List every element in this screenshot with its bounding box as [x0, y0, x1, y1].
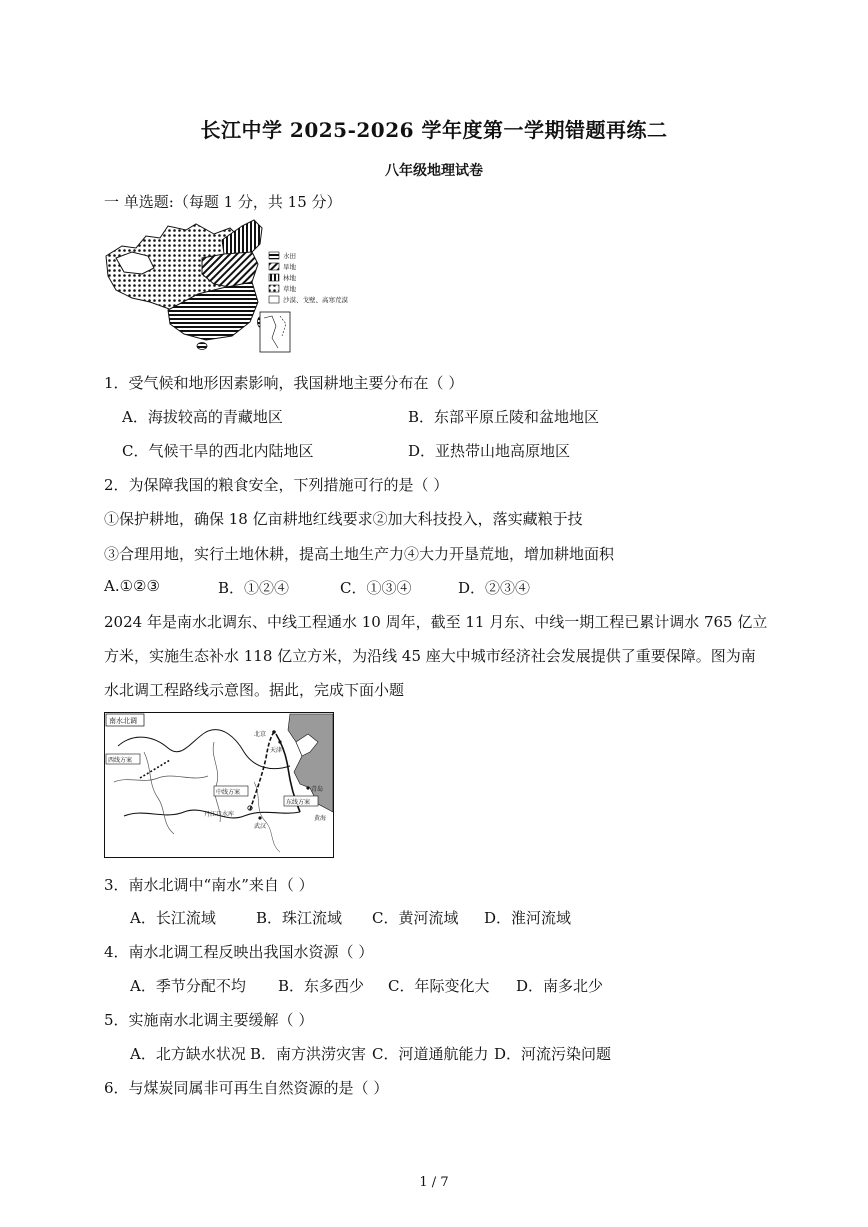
q2-statement-1: ①保护耕地，确保 18 亿亩耕地红线要求②加大科技投入，落实藏粮于技 — [104, 510, 583, 528]
q3-option-a: A．长江流域 — [130, 909, 216, 927]
section-heading: 一 单选题:（每题 1 分，共 15 分） — [104, 193, 342, 211]
page-title: 长江中学 2025-2026 学年度第一学期错题再练二 — [200, 118, 668, 142]
q1-stem: 1．受气候和地形因素影响，我国耕地主要分布在（ ） — [104, 374, 464, 392]
q3-option-c: C．黄河流域 — [372, 909, 459, 927]
q5-option-b: B．南方洪涝灾害 — [250, 1045, 367, 1063]
map2-city-beijing: 北京 — [254, 731, 267, 738]
q1-option-c: C．气候干旱的西北内陆地区 — [122, 442, 314, 460]
q3-stem: 3．南水北调中“南水”来自（ ） — [104, 876, 314, 894]
q2-option-c: C．①③④ — [340, 579, 412, 597]
map2-city-qingdao: 青岛 — [311, 786, 324, 793]
legend-label-1: 水田 — [283, 252, 296, 260]
q2-stem: 2．为保障我国的粮食安全，下列措施可行的是（ ） — [104, 476, 449, 494]
q5-option-a: A．北方缺水状况 — [130, 1045, 246, 1063]
map2-title: 南水北调 — [109, 717, 137, 725]
q3-option-d: D．淮河流域 — [484, 909, 572, 927]
q1-option-d: D．亚热带山地高原地区 — [408, 442, 571, 460]
q4-option-c: C．年际变化大 — [388, 977, 490, 995]
page-number: 1 / 7 — [419, 1175, 449, 1190]
q1-option-a: A．海拔较高的青藏地区 — [122, 408, 283, 426]
map2-reservoir-label: 丹江口水库 — [204, 811, 235, 818]
q2-option-d: D．②③④ — [458, 579, 531, 597]
passage-line-3: 水北调工程路线示意图。据此，完成下面小题 — [104, 681, 405, 699]
q2-option-a: A.①②③ — [104, 577, 160, 595]
page-subtitle: 八年级地理试卷 — [385, 163, 483, 179]
map2-west-route-label: 西线方案 — [108, 757, 133, 764]
land-use-map — [102, 218, 362, 356]
q1-option-b: B．东部平原丘陵和盆地地区 — [408, 408, 600, 426]
legend-label-4: 草地 — [283, 285, 296, 293]
map2-east-route-label: 东线方案 — [286, 799, 311, 806]
q3-option-b: B．珠江流域 — [256, 909, 343, 927]
q2-statement-2: ③合理用地，实行土地休耕，提高土地生产力④大力开垦荒地，增加耕地面积 — [104, 545, 615, 563]
q5-stem: 5．实施南水北调主要缓解（ ） — [104, 1011, 314, 1029]
map2-city-wuhan: 武汉 — [254, 823, 267, 830]
map2-city-tianjin: 天津 — [270, 747, 283, 754]
q4-option-d: D．南多北少 — [516, 977, 604, 995]
legend-label-5: 沙漠、戈壁、高寒荒漠 — [283, 296, 348, 304]
q4-option-a: A．季节分配不均 — [130, 977, 246, 995]
map2-middle-route-label: 中线方案 — [216, 789, 241, 796]
q5-option-d: D．河流污染问题 — [494, 1045, 612, 1063]
passage-line-1: 2024 年是南水北调东、中线工程通水 10 周年，截至 11 月东、中线一期工程已累计调水 765 亿立 — [104, 613, 768, 631]
q4-stem: 4．南水北调工程反映出我国水资源（ ） — [104, 943, 374, 961]
legend-label-3: 林地 — [283, 274, 296, 282]
q2-option-b: B．①②④ — [218, 579, 290, 597]
q6-stem: 6．与煤炭同属非可再生自然资源的是（ ） — [104, 1079, 389, 1097]
q4-option-b: B．东多西少 — [278, 977, 365, 995]
legend-label-2: 旱地 — [283, 263, 296, 271]
q5-option-c: C．河道通航能力 — [372, 1045, 489, 1063]
passage-line-2: 方米，实施生态补水 118 亿立方米，为沿线 45 座大中城市经济社会发展提供了重要保障。图为南 — [104, 647, 756, 665]
water-diversion-map — [104, 712, 334, 858]
map2-sea-label: 黄海 — [314, 815, 327, 822]
